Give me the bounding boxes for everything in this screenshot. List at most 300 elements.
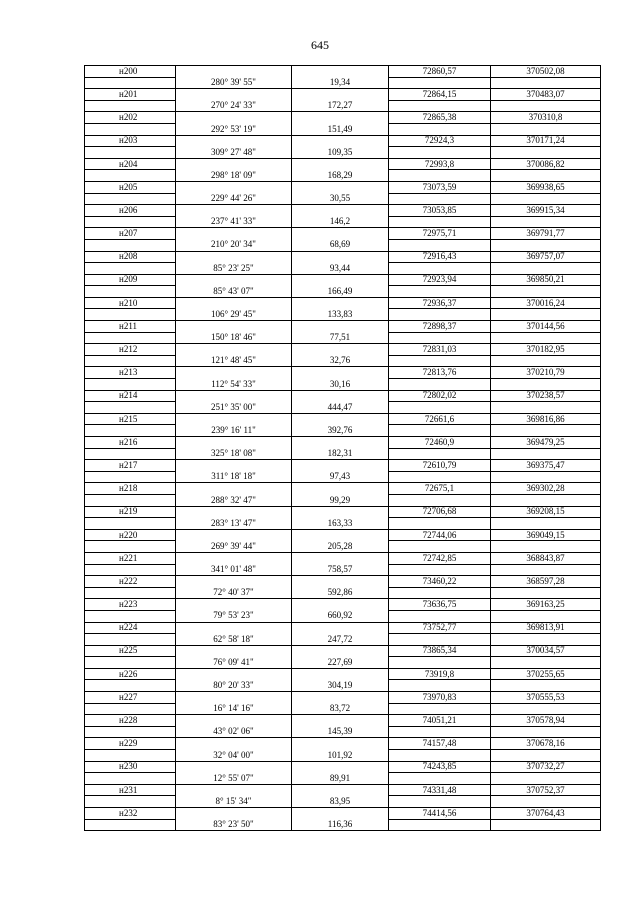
y-coordinate-cell: 370483,07 (491, 89, 601, 101)
blank-cell (491, 750, 601, 762)
y-coordinate-cell: 369479,25 (491, 437, 601, 449)
angle-cell-top (176, 738, 292, 750)
blank-cell (389, 77, 491, 89)
distance-cell-top (292, 228, 389, 240)
blank-cell (491, 494, 601, 506)
point-cell: н212 (85, 344, 176, 356)
blank-cell (389, 494, 491, 506)
blank-cell (491, 564, 601, 576)
table-row (85, 193, 601, 205)
table-row (85, 541, 601, 553)
blank-cell (389, 819, 491, 831)
distance-cell-top (292, 692, 389, 704)
x-coordinate-cell: 72744,06 (389, 529, 491, 541)
x-coordinate-cell: 72661,6 (389, 413, 491, 425)
point-cell: н220 (85, 529, 176, 541)
angle-cell-top (176, 506, 292, 518)
distance-cell-top (292, 297, 389, 309)
table-row (85, 123, 601, 135)
distance-cell: 30,55 (292, 193, 389, 205)
table-row (85, 205, 601, 217)
blank-cell (389, 471, 491, 483)
table-body (85, 66, 601, 831)
angle-cell: 311° 18' 18" (176, 471, 292, 483)
blank-cell (491, 379, 601, 391)
blank-cell (85, 610, 176, 622)
angle-cell-top (176, 622, 292, 634)
distance-cell-top (292, 344, 389, 356)
point-cell: н214 (85, 390, 176, 402)
angle-cell: 280° 39' 55" (176, 77, 292, 89)
y-coordinate-cell: 369915,34 (491, 205, 601, 217)
point-cell: н203 (85, 135, 176, 147)
table-row (85, 494, 601, 506)
blank-cell (389, 680, 491, 692)
x-coordinate-cell: 74243,85 (389, 761, 491, 773)
x-coordinate-cell: 72675,1 (389, 483, 491, 495)
blank-cell (85, 332, 176, 344)
table-row (85, 379, 601, 391)
angle-cell-top (176, 483, 292, 495)
table-row (85, 112, 601, 124)
y-coordinate-cell: 369816,86 (491, 413, 601, 425)
y-coordinate-cell: 370210,79 (491, 367, 601, 379)
x-coordinate-cell: 72742,85 (389, 552, 491, 564)
angle-cell-top (176, 599, 292, 611)
table-row (85, 471, 601, 483)
table-row (85, 819, 601, 831)
blank-cell (491, 425, 601, 437)
angle-cell-top (176, 668, 292, 680)
table-row (85, 77, 601, 89)
y-coordinate-cell: 370555,53 (491, 692, 601, 704)
blank-cell (85, 263, 176, 275)
distance-cell: 758,57 (292, 564, 389, 576)
blank-cell (491, 123, 601, 135)
blank-cell (389, 634, 491, 646)
angle-cell: 270° 24' 33" (176, 100, 292, 112)
blank-cell (389, 402, 491, 414)
distance-cell: 68,69 (292, 239, 389, 251)
table-row (85, 784, 601, 796)
angle-cell: 341° 01' 48" (176, 564, 292, 576)
x-coordinate-cell: 72916,43 (389, 251, 491, 263)
blank-cell (389, 332, 491, 344)
table-row (85, 703, 601, 715)
table-row (85, 599, 601, 611)
table-row (85, 622, 601, 634)
distance-cell: 109,35 (292, 147, 389, 159)
table-row (85, 808, 601, 820)
blank-cell (389, 541, 491, 553)
point-cell: н207 (85, 228, 176, 240)
y-coordinate-cell: 369163,25 (491, 599, 601, 611)
angle-cell-top (176, 228, 292, 240)
y-coordinate-cell: 370764,43 (491, 808, 601, 820)
y-coordinate-cell: 369813,91 (491, 622, 601, 634)
angle-cell-top (176, 761, 292, 773)
point-cell: н232 (85, 808, 176, 820)
angle-cell-top (176, 437, 292, 449)
y-coordinate-cell: 369208,15 (491, 506, 601, 518)
distance-cell-top (292, 715, 389, 727)
angle-cell-top (176, 344, 292, 356)
table-row (85, 692, 601, 704)
x-coordinate-cell: 72923,94 (389, 274, 491, 286)
distance-cell-top (292, 506, 389, 518)
point-cell: н230 (85, 761, 176, 773)
angle-cell: 12° 55' 07" (176, 773, 292, 785)
blank-cell (389, 123, 491, 135)
x-coordinate-cell: 73865,34 (389, 645, 491, 657)
table-row (85, 158, 601, 170)
distance-cell: 99,29 (292, 494, 389, 506)
table-row (85, 529, 601, 541)
distance-cell-top (292, 483, 389, 495)
table-row (85, 135, 601, 147)
y-coordinate-cell: 370310,8 (491, 112, 601, 124)
blank-cell (85, 147, 176, 159)
blank-cell (389, 263, 491, 275)
angle-cell: 121° 48' 45" (176, 355, 292, 367)
distance-cell-top (292, 552, 389, 564)
table-row (85, 170, 601, 182)
point-cell: н204 (85, 158, 176, 170)
x-coordinate-cell: 72936,37 (389, 297, 491, 309)
angle-cell-top (176, 321, 292, 333)
distance-cell-top (292, 181, 389, 193)
blank-cell (389, 355, 491, 367)
x-coordinate-cell: 73636,75 (389, 599, 491, 611)
y-coordinate-cell: 370034,57 (491, 645, 601, 657)
distance-cell: 89,91 (292, 773, 389, 785)
table-row (85, 680, 601, 692)
x-coordinate-cell: 72813,76 (389, 367, 491, 379)
point-cell: н216 (85, 437, 176, 449)
x-coordinate-cell: 72975,71 (389, 228, 491, 240)
blank-cell (85, 379, 176, 391)
x-coordinate-cell: 72460,9 (389, 437, 491, 449)
y-coordinate-cell: 370171,24 (491, 135, 601, 147)
blank-cell (491, 610, 601, 622)
angle-cell-top (176, 692, 292, 704)
distance-cell: 145,39 (292, 726, 389, 738)
distance-cell: 83,95 (292, 796, 389, 808)
blank-cell (389, 726, 491, 738)
point-cell: н218 (85, 483, 176, 495)
point-cell: н209 (85, 274, 176, 286)
angle-cell: 237° 41' 33" (176, 216, 292, 228)
angle-cell: 72° 40' 37" (176, 587, 292, 599)
angle-cell-top (176, 715, 292, 727)
distance-cell-top (292, 437, 389, 449)
point-cell: н205 (85, 181, 176, 193)
table-row (85, 448, 601, 460)
distance-cell-top (292, 66, 389, 78)
angle-cell: 32° 04' 00" (176, 750, 292, 762)
y-coordinate-cell: 370144,56 (491, 321, 601, 333)
distance-cell-top (292, 645, 389, 657)
table-row (85, 402, 601, 414)
table-row (85, 66, 601, 78)
angle-cell-top (176, 274, 292, 286)
angle-cell-top (176, 808, 292, 820)
blank-cell (85, 100, 176, 112)
distance-cell-top (292, 622, 389, 634)
point-cell: н222 (85, 576, 176, 588)
angle-cell: 239° 16' 11" (176, 425, 292, 437)
x-coordinate-cell: 72831,03 (389, 344, 491, 356)
blank-cell (85, 518, 176, 530)
blank-cell (85, 494, 176, 506)
y-coordinate-cell: 369791,77 (491, 228, 601, 240)
y-coordinate-cell: 368843,87 (491, 552, 601, 564)
angle-cell-top (176, 460, 292, 472)
y-coordinate-cell: 369938,65 (491, 181, 601, 193)
angle-cell: 112° 54' 33" (176, 379, 292, 391)
table-row (85, 228, 601, 240)
angle-cell: 76° 09' 41" (176, 657, 292, 669)
distance-cell: 172,27 (292, 100, 389, 112)
distance-cell: 166,49 (292, 286, 389, 298)
blank-cell (85, 425, 176, 437)
table-row (85, 216, 601, 228)
blank-cell (491, 170, 601, 182)
blank-cell (389, 286, 491, 298)
table-row (85, 100, 601, 112)
blank-cell (85, 309, 176, 321)
distance-cell: 660,92 (292, 610, 389, 622)
distance-cell: 444,47 (292, 402, 389, 414)
distance-cell: 32,76 (292, 355, 389, 367)
y-coordinate-cell: 370255,65 (491, 668, 601, 680)
blank-cell (85, 77, 176, 89)
blank-cell (389, 216, 491, 228)
point-cell: н213 (85, 367, 176, 379)
angle-cell-top (176, 205, 292, 217)
blank-cell (491, 518, 601, 530)
blank-cell (389, 773, 491, 785)
blank-cell (85, 634, 176, 646)
x-coordinate-cell: 72865,38 (389, 112, 491, 124)
distance-cell: 205,28 (292, 541, 389, 553)
table-row (85, 309, 601, 321)
x-coordinate-cell: 73053,85 (389, 205, 491, 217)
point-cell: н201 (85, 89, 176, 101)
table-row (85, 610, 601, 622)
blank-cell (389, 239, 491, 251)
blank-cell (491, 239, 601, 251)
distance-cell-top (292, 274, 389, 286)
distance-cell-top (292, 576, 389, 588)
point-cell: н228 (85, 715, 176, 727)
angle-cell: 85° 43' 07" (176, 286, 292, 298)
distance-cell-top (292, 251, 389, 263)
table-row (85, 796, 601, 808)
x-coordinate-cell: 74331,48 (389, 784, 491, 796)
table-row (85, 506, 601, 518)
y-coordinate-cell: 370238,57 (491, 390, 601, 402)
coordinates-table (84, 65, 601, 831)
distance-cell-top (292, 135, 389, 147)
distance-cell: 182,31 (292, 448, 389, 460)
distance-cell-top (292, 529, 389, 541)
table-row (85, 773, 601, 785)
blank-cell (85, 796, 176, 808)
blank-cell (491, 402, 601, 414)
y-coordinate-cell: 369757,07 (491, 251, 601, 263)
blank-cell (491, 332, 601, 344)
table-row (85, 668, 601, 680)
table-row (85, 274, 601, 286)
blank-cell (85, 541, 176, 553)
point-cell: н215 (85, 413, 176, 425)
blank-cell (85, 123, 176, 135)
blank-cell (389, 309, 491, 321)
angle-cell: 269° 39' 44" (176, 541, 292, 553)
x-coordinate-cell: 74051,21 (389, 715, 491, 727)
y-coordinate-cell: 369302,28 (491, 483, 601, 495)
angle-cell: 62° 58' 18" (176, 634, 292, 646)
blank-cell (85, 239, 176, 251)
x-coordinate-cell: 72898,37 (389, 321, 491, 333)
blank-cell (491, 634, 601, 646)
blank-cell (491, 657, 601, 669)
x-coordinate-cell: 72993,8 (389, 158, 491, 170)
blank-cell (389, 193, 491, 205)
point-cell: н224 (85, 622, 176, 634)
angle-cell: 106° 29' 45" (176, 309, 292, 321)
point-cell: н231 (85, 784, 176, 796)
angle-cell: 80° 20' 33" (176, 680, 292, 692)
table-row (85, 564, 601, 576)
blank-cell (389, 100, 491, 112)
distance-cell-top (292, 390, 389, 402)
table-row (85, 263, 601, 275)
blank-cell (85, 819, 176, 831)
blank-cell (389, 448, 491, 460)
blank-cell (85, 703, 176, 715)
table-row (85, 297, 601, 309)
blank-cell (85, 471, 176, 483)
blank-cell (491, 541, 601, 553)
blank-cell (389, 796, 491, 808)
distance-cell: 392,76 (292, 425, 389, 437)
blank-cell (491, 587, 601, 599)
table-row (85, 367, 601, 379)
distance-cell-top (292, 89, 389, 101)
blank-cell (85, 726, 176, 738)
blank-cell (389, 379, 491, 391)
distance-cell-top (292, 158, 389, 170)
point-cell: н227 (85, 692, 176, 704)
table-row (85, 552, 601, 564)
angle-cell: 83° 23' 50" (176, 819, 292, 831)
blank-cell (85, 448, 176, 460)
blank-cell (491, 796, 601, 808)
distance-cell: 163,33 (292, 518, 389, 530)
blank-cell (85, 680, 176, 692)
y-coordinate-cell: 370752,37 (491, 784, 601, 796)
point-cell: н219 (85, 506, 176, 518)
point-cell: н226 (85, 668, 176, 680)
blank-cell (389, 170, 491, 182)
angle-cell-top (176, 529, 292, 541)
table-row (85, 587, 601, 599)
blank-cell (85, 773, 176, 785)
y-coordinate-cell: 369850,21 (491, 274, 601, 286)
blank-cell (491, 100, 601, 112)
blank-cell (389, 518, 491, 530)
table-row (85, 715, 601, 727)
blank-cell (85, 402, 176, 414)
angle-cell-top (176, 576, 292, 588)
blank-cell (491, 819, 601, 831)
table-row (85, 483, 601, 495)
table-row (85, 321, 601, 333)
blank-cell (491, 216, 601, 228)
blank-cell (491, 147, 601, 159)
blank-cell (491, 263, 601, 275)
table-row (85, 634, 601, 646)
blank-cell (85, 564, 176, 576)
point-cell: н221 (85, 552, 176, 564)
blank-cell (491, 680, 601, 692)
blank-cell (491, 773, 601, 785)
blank-cell (491, 286, 601, 298)
blank-cell (389, 610, 491, 622)
page-number: 645 (311, 38, 329, 52)
y-coordinate-cell: 370182,95 (491, 344, 601, 356)
table-row (85, 390, 601, 402)
x-coordinate-cell: 72610,79 (389, 460, 491, 472)
y-coordinate-cell: 370732,27 (491, 761, 601, 773)
distance-cell-top (292, 808, 389, 820)
table-row (85, 761, 601, 773)
angle-cell-top (176, 135, 292, 147)
blank-cell (491, 309, 601, 321)
table-row (85, 89, 601, 101)
blank-cell (491, 193, 601, 205)
point-cell: н217 (85, 460, 176, 472)
angle-cell-top (176, 112, 292, 124)
y-coordinate-cell: 370016,24 (491, 297, 601, 309)
y-coordinate-cell: 370502,08 (491, 66, 601, 78)
blank-cell (85, 216, 176, 228)
angle-cell-top (176, 89, 292, 101)
blank-cell (85, 587, 176, 599)
angle-cell-top (176, 297, 292, 309)
distance-cell: 151,49 (292, 123, 389, 135)
blank-cell (389, 425, 491, 437)
y-coordinate-cell: 369375,47 (491, 460, 601, 472)
blank-cell (491, 471, 601, 483)
blank-cell (85, 657, 176, 669)
blank-cell (389, 703, 491, 715)
distance-cell: 30,16 (292, 379, 389, 391)
x-coordinate-cell: 73460,22 (389, 576, 491, 588)
table-row (85, 286, 601, 298)
table-row (85, 437, 601, 449)
angle-cell: 16° 14' 16" (176, 703, 292, 715)
angle-cell: 251° 35' 00" (176, 402, 292, 414)
table-row (85, 147, 601, 159)
angle-cell-top (176, 413, 292, 425)
table-row (85, 645, 601, 657)
distance-cell-top (292, 784, 389, 796)
table-row (85, 460, 601, 472)
point-cell: н225 (85, 645, 176, 657)
